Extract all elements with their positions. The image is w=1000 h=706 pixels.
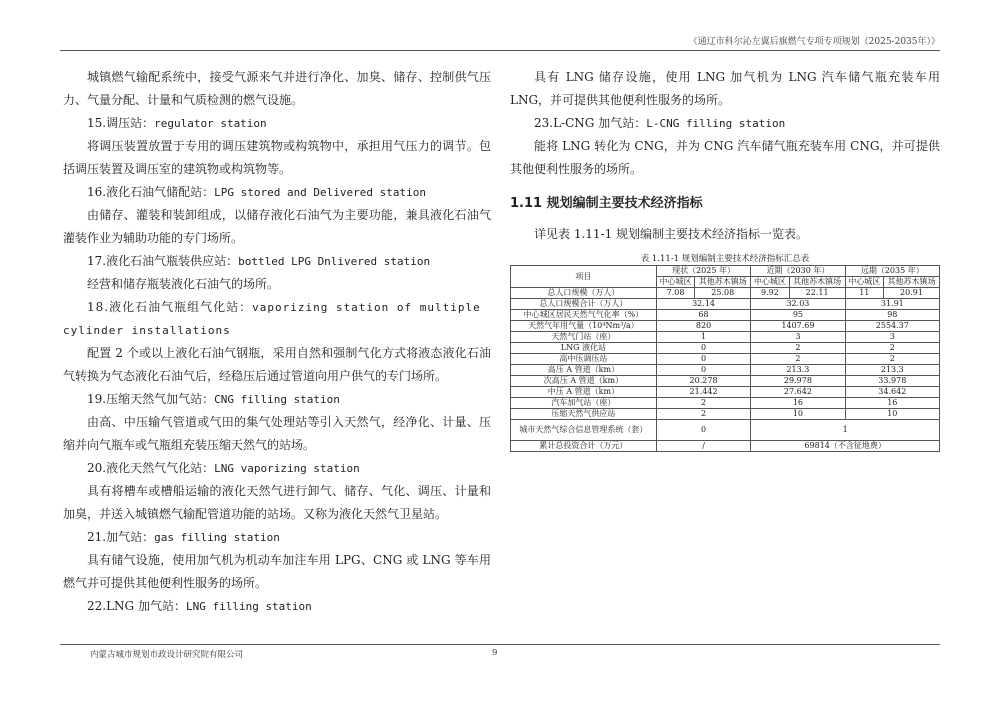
table-cell: 3	[751, 332, 845, 343]
table-cell: 22.11	[789, 288, 845, 299]
table-cell: 31.91	[845, 299, 939, 310]
table-cell: 天然气年用气量（10⁴Nm³/a）	[511, 321, 657, 332]
table-cell: 1407.69	[751, 321, 845, 332]
table-header-cell: 现状（2025 年）	[656, 266, 750, 277]
table-caption: 表 1.11-1 规划编制主要技术经济指标汇总表	[640, 254, 810, 264]
paragraph: 详见表 1.11-1 规划编制主要技术经济指标一览表。	[534, 227, 809, 241]
table-cell: 69814（不含征地费）	[751, 441, 940, 452]
table-row	[511, 387, 940, 398]
table-cell: 压缩天然气供应站	[511, 409, 657, 420]
right-column	[510, 66, 940, 452]
table-row	[511, 376, 940, 387]
table-header-row	[511, 266, 940, 277]
paragraph: 具有 LNG 储存设施，使用 LNG 加气机为 LNG 汽车储气瓶充装车用 LNG，并可提供其他便利性服务的场所。	[510, 70, 940, 107]
table-cell: 34.642	[845, 387, 939, 398]
table-cell: 27.642	[751, 387, 845, 398]
paragraph: 由储存、灌装和装卸组成，以储存液化石油气为主要功能，兼具液化石油气灌装作业为辅助功能的专门场所。	[63, 208, 491, 245]
indicator-table	[510, 265, 940, 452]
table-cell: 总人口规模合计（万人）	[511, 299, 657, 310]
table-cell: 820	[656, 321, 750, 332]
table-row	[511, 354, 940, 365]
paragraph: 具有将槽车或槽船运输的液化天然气进行卸气、储存、气化、调压、计量和加臭，并送入城镇燃气输配管道功能的站场。又称为液化天然气卫星站。	[63, 484, 491, 521]
table-cell: 9.92	[751, 288, 789, 299]
running-header: 《通辽市科尔沁左翼后旗燃气专项专项规划（2025-2035年）》	[688, 37, 940, 47]
table-cell: 95	[751, 310, 845, 321]
table-cell: 2	[845, 354, 939, 365]
table-cell: 20.278	[656, 376, 750, 387]
table-cell: 32.14	[656, 299, 750, 310]
table-cell: 天然气门站（座）	[511, 332, 657, 343]
table-cell: 25.08	[695, 288, 751, 299]
term-20: 20.液化天然气气化站：LNG vaporizing station	[87, 461, 360, 475]
table-cell: 高中压调压站	[511, 354, 657, 365]
table-cell: 中心城区居民天然气气化率（%）	[511, 310, 657, 321]
paragraph: 能将 LNG 转化为 CNG，并为 CNG 汽车储气瓶充装车用 CNG，并可提供其他便利性服务的场所。	[510, 139, 940, 176]
table-cell: 累计总投资合计（万元）	[511, 441, 657, 452]
table-cell: 98	[845, 310, 939, 321]
table-row	[511, 310, 940, 321]
footer-rule	[60, 644, 940, 645]
term-16: 16.液化石油气储配站：LPG stored and Delivered station	[87, 185, 427, 199]
table-cell: 0	[656, 354, 750, 365]
table-row	[511, 409, 940, 420]
table-cell: 2554.37	[845, 321, 939, 332]
table-header-cell: 其他苏木镇场	[695, 277, 751, 288]
footer-organization: 内蒙古城市规划市政设计研究院有限公司	[90, 650, 244, 660]
table-cell: 7.08	[656, 288, 694, 299]
table-cell: 2	[656, 398, 750, 409]
table-cell: 0	[656, 365, 750, 376]
table-row	[511, 288, 940, 299]
section-heading: 1.11 规划编制主要技术经济指标	[510, 196, 703, 211]
table-cell: 总人口规模（万人）	[511, 288, 657, 299]
table-row	[511, 332, 940, 343]
table-row	[511, 420, 940, 441]
table-cell: 0	[656, 343, 750, 354]
table-cell: 3	[845, 332, 939, 343]
table-header-cell: 其他苏木镇场	[884, 277, 940, 288]
table-header-cell: 远期（2035 年）	[845, 266, 939, 277]
table-cell: 10	[751, 409, 845, 420]
paragraph: 城镇燃气输配系统中，接受气源来气并进行净化、加臭、储存、控制供气压力、气量分配、计量和气质检测的燃气设施。	[63, 70, 491, 107]
table-cell: /	[656, 441, 750, 452]
table-row	[511, 321, 940, 332]
table-row	[511, 299, 940, 310]
table-cell: 汽车加气站（座）	[511, 398, 657, 409]
table-cell: 29.978	[751, 376, 845, 387]
table-cell: 2	[751, 343, 845, 354]
table-cell: 10	[845, 409, 939, 420]
term-15: 15.调压站：regulator station	[87, 116, 267, 130]
table-cell: 68	[656, 310, 750, 321]
table-cell: 次高压 A 管道（km）	[511, 376, 657, 387]
left-column	[63, 66, 491, 618]
table-cell: 2	[656, 409, 750, 420]
table-cell: 32.03	[751, 299, 845, 310]
table-cell: 高压 A 管道（km）	[511, 365, 657, 376]
table-row	[511, 398, 940, 409]
table-cell: 20.91	[884, 288, 940, 299]
table-header-cell: 中心城区	[656, 277, 694, 288]
table-cell: 2	[845, 343, 939, 354]
table-cell: 城市天然气综合信息管理系统（套）	[511, 420, 657, 441]
table-header-cell: 其他苏木镇场	[789, 277, 845, 288]
table-cell: 16	[845, 398, 939, 409]
table-cell: LNG 液化站	[511, 343, 657, 354]
table-cell: 11	[845, 288, 883, 299]
term-21: 21.加气站：gas filling station	[87, 530, 280, 544]
paragraph: 配置 2 个或以上液化石油气钢瓶，采用自然和强制气化方式将液态液化石油气转换为气态液化石油气后，经稳压后通过管道向用户供气的专门场所。	[63, 346, 491, 383]
term-18: 18.液化石油气瓶组气化站：vaporizing station of multiple cylinder installations	[63, 300, 481, 337]
paragraph: 具有储气设施，使用加气机为机动车加注车用 LPG、CNG 或 LNG 等车用燃气并可提供其他便利性服务的场所。	[63, 553, 491, 590]
page-number: 9	[492, 648, 498, 658]
table-cell: 1	[751, 420, 940, 441]
table-header-cell: 项目	[511, 266, 657, 288]
table-cell: 21.442	[656, 387, 750, 398]
table-cell: 213.3	[845, 365, 939, 376]
header-rule	[60, 50, 940, 51]
table-header-cell: 中心城区	[751, 277, 789, 288]
table-row	[511, 365, 940, 376]
term-22: 22.LNG 加气站：LNG filling station	[87, 599, 312, 613]
table-row	[511, 441, 940, 452]
term-23: 23.L-CNG 加气站：L-CNG filling station	[534, 116, 786, 130]
table-cell: 1	[656, 332, 750, 343]
table-cell: 0	[656, 420, 750, 441]
table-header-cell: 中心城区	[845, 277, 883, 288]
table-header-cell: 近期（2030 年）	[751, 266, 845, 277]
table-cell: 33.978	[845, 376, 939, 387]
paragraph: 由高、中压输气管道或气田的集气处理站等引入天然气，经净化、计量、压缩并向气瓶车或气瓶组充装压缩天然气的站场。	[63, 415, 491, 452]
table-row	[511, 343, 940, 354]
table-cell: 213.3	[751, 365, 845, 376]
term-17: 17.液化石油气瓶装供应站：bottled LPG Dnlivered station	[87, 254, 431, 268]
term-19: 19.压缩天然气加气站：CNG filling station	[87, 392, 340, 406]
paragraph: 经营和储存瓶装液化石油气的场所。	[87, 277, 280, 291]
paragraph: 将调压装置放置于专用的调压建筑物或构筑物中，承担用气压力的调节。包括调压装置及调压室的建筑物或构筑物等。	[63, 139, 491, 176]
table-cell: 中压 A 管道（km）	[511, 387, 657, 398]
table-cell: 16	[751, 398, 845, 409]
table-cell: 2	[751, 354, 845, 365]
